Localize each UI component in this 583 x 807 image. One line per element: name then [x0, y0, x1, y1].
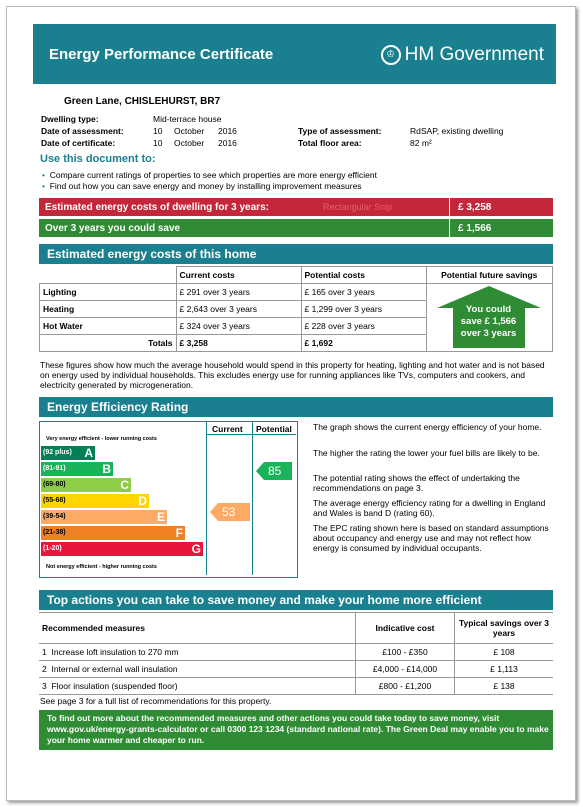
- energy-costs-table: [39, 266, 553, 352]
- totals-label: Totals: [40, 335, 177, 352]
- savings-arrow: [437, 286, 541, 348]
- see-page-note: See page 3 for a full list of recommendations for this property.: [40, 696, 272, 706]
- gov-logo: [381, 44, 544, 66]
- table-row: [39, 678, 553, 695]
- savings-arrow-cell: [426, 284, 553, 352]
- arrow-line-2: save £ 1,566: [460, 316, 517, 327]
- measure-number: 3: [42, 681, 47, 691]
- row-label: Heating: [40, 301, 177, 318]
- table-header-row: [39, 613, 553, 644]
- potential-rating: 85: [268, 464, 282, 478]
- assessment-type-value: RdSAP, existing dwelling: [410, 126, 504, 136]
- cost-summary-label: Estimated energy costs of dwelling for 3 years:: [45, 202, 269, 213]
- potential-cost: £ 165 over 3 years: [301, 284, 426, 301]
- measure: [39, 678, 356, 695]
- savings-summary-cell: [449, 219, 554, 237]
- certificate-date-month: October: [174, 138, 205, 148]
- blank-header: [40, 267, 177, 284]
- assessment-date-year: 2016: [218, 126, 237, 136]
- table-row: [39, 644, 553, 661]
- footer-text: To find out more about the recommended measures and other actions you could take today to save money, visit www.gov.uk/energy-grants-calculator or call 0300 123 1234 (standard national rate). The Green Deal may enable you to make your home warmer and cheaper to run.: [47, 713, 549, 745]
- total-potential: £ 1,692: [301, 335, 426, 352]
- measure-saving: £ 138: [455, 678, 554, 695]
- cost-summary-bar: [39, 198, 553, 216]
- col-current-costs: Current costs: [176, 267, 301, 284]
- current-cost: £ 324 over 3 years: [176, 318, 301, 335]
- band-range: (55-68): [43, 497, 66, 504]
- current-cost: £ 2,643 over 3 years: [176, 301, 301, 318]
- savings-summary-bar: [39, 219, 553, 237]
- band-c: [41, 478, 131, 492]
- band-letter: F: [175, 526, 183, 540]
- assessment-type-label: Type of assessment:: [298, 126, 382, 136]
- use-item-2: • Find out how you can save energy and money by installing improvement measures: [42, 181, 362, 191]
- band-letter: B: [102, 462, 111, 476]
- measure-text: Internal or external wall insulation: [51, 664, 178, 674]
- floor-area-label: Total floor area:: [298, 138, 362, 148]
- rating-note: The EPC rating shown here is based on standard assumptions about occupancy and energy use and may not reflect how energy is consumed by individual occupants.: [313, 523, 549, 553]
- top-note: Very energy efficient - lower running costs: [46, 436, 157, 442]
- band-range: (39-54): [43, 513, 66, 520]
- savings-summary-label: Over 3 years you could save: [45, 223, 181, 234]
- dwelling-type-value: Mid-terrace house: [153, 114, 222, 124]
- assessment-date-day: 10: [153, 126, 163, 136]
- potential-header: Potential: [256, 424, 292, 434]
- band-g: [41, 542, 203, 556]
- measure-cost: £800 - £1,200: [356, 678, 455, 695]
- use-item-2-text: Find out how you can save energy and money by installing improvement measures: [49, 181, 362, 191]
- arrow-line-3: over 3 years: [460, 328, 517, 339]
- potential-cost: £ 228 over 3 years: [301, 318, 426, 335]
- potential-rating-marker: [256, 462, 292, 480]
- energy-costs-title: Estimated energy costs of this home: [47, 247, 257, 261]
- band-b: [41, 462, 113, 476]
- band-d: [41, 494, 149, 508]
- measure-saving: £ 1,113: [455, 661, 554, 678]
- col-potential-costs: Potential costs: [301, 267, 426, 284]
- gov-name: HM Government: [404, 44, 544, 65]
- divider: [252, 422, 253, 575]
- measure: [39, 661, 356, 678]
- band-letter: A: [84, 446, 93, 460]
- measure-text: Floor insulation (suspended floor): [51, 681, 178, 691]
- band-range: (81-91): [43, 465, 66, 472]
- row-label: Hot Water: [40, 318, 177, 335]
- col-savings: Typical savings over 3 years: [455, 613, 554, 644]
- assessment-date-month: October: [174, 126, 205, 136]
- certificate-date-label: Date of certificate:: [41, 138, 116, 148]
- band-letter: E: [156, 510, 165, 524]
- use-item-1: • Compare current ratings of properties to see which properties are more energy efficient: [42, 170, 377, 180]
- footer-panel: [39, 710, 553, 750]
- total-current: £ 3,258: [176, 335, 301, 352]
- rating-note: The higher the rating the lower your fuel bills are likely to be.: [313, 448, 540, 458]
- costs-note: These figures show how much the average household would spend in this property for heating, lighting and hot water and is not based on energy used by individual households. This excludes energy use for running appliances like TVs, computers and cookers, and electricity generated by microgeneration.: [40, 360, 545, 390]
- cost-summary-value: £ 3,258: [458, 202, 492, 213]
- savings-summary-value: £ 1,566: [458, 223, 492, 234]
- rating-note: The graph shows the current energy efficiency of your home.: [313, 422, 542, 432]
- rating-section: [39, 397, 553, 417]
- current-header: Current: [212, 424, 243, 434]
- actions-section: [39, 590, 553, 610]
- actions-title: Top actions you can take to save money and make your home more efficient: [47, 593, 482, 607]
- measure-number: 2: [42, 664, 47, 674]
- energy-costs-section: [39, 244, 553, 264]
- rating-title: Energy Efficiency Rating: [47, 400, 189, 414]
- cost-summary-cell: [449, 198, 554, 216]
- current-rating-marker: [210, 503, 250, 521]
- certificate-date-year: 2016: [218, 138, 237, 148]
- rating-note: The potential rating shows the effect of undertaking the recommendations on page 3.: [313, 473, 520, 493]
- band-range: (21-38): [43, 529, 66, 536]
- divider: [206, 434, 296, 435]
- measure-cost: £100 - £350: [356, 644, 455, 661]
- band-e: [41, 510, 167, 524]
- row-label: Lighting: [40, 284, 177, 301]
- divider: [206, 422, 207, 575]
- crest-icon: ♔: [381, 45, 401, 65]
- savings-arrow-text: [437, 304, 541, 340]
- table-header-row: [40, 267, 553, 284]
- band-range: (69-80): [43, 481, 66, 488]
- use-item-1-text: Compare current ratings of properties to see which properties are more energy efficient: [49, 170, 377, 180]
- actions-table: [39, 612, 553, 695]
- band-a: [41, 446, 95, 460]
- potential-cost: £ 1,299 over 3 years: [301, 301, 426, 318]
- rating-note: The average energy efficiency rating for a dwelling in England and Wales is band D (rating 60).: [313, 498, 546, 518]
- band-range: (1-20): [43, 545, 62, 552]
- address: Green Lane, CHISLEHURST, BR7: [64, 96, 221, 107]
- certificate-header: [33, 24, 556, 84]
- col-future-savings: Potential future savings: [426, 267, 553, 284]
- current-cost: £ 291 over 3 years: [176, 284, 301, 301]
- measure-saving: £ 108: [455, 644, 554, 661]
- measure-text: Increase loft insulation to 270 mm: [51, 647, 179, 657]
- measure-cost: £4,000 - £14,000: [356, 661, 455, 678]
- page-title: Energy Performance Certificate: [49, 46, 274, 63]
- arrow-line-1: You could: [465, 304, 512, 315]
- band-letter: D: [138, 494, 147, 508]
- col-cost: Indicative cost: [356, 613, 455, 644]
- band-f: [41, 526, 185, 540]
- current-rating: 53: [222, 505, 236, 519]
- use-doc-title: Use this document to:: [40, 153, 156, 165]
- dwelling-type-label: Dwelling type:: [41, 114, 99, 124]
- floor-area-value: 82 m²: [410, 138, 432, 148]
- table-row: [40, 284, 553, 301]
- measure: [39, 644, 356, 661]
- band-range: (92 plus): [43, 449, 72, 456]
- col-measures: Recommended measures: [39, 613, 356, 644]
- assessment-date-label: Date of assessment:: [41, 126, 124, 136]
- snip-watermark: Rectangular Snip: [323, 202, 393, 212]
- band-letter: G: [191, 542, 201, 556]
- certificate-date-day: 10: [153, 138, 163, 148]
- bottom-note: Not energy efficient - higher running costs: [46, 564, 157, 570]
- band-letter: C: [120, 478, 129, 492]
- table-row: [39, 661, 553, 678]
- measure-number: 1: [42, 647, 47, 657]
